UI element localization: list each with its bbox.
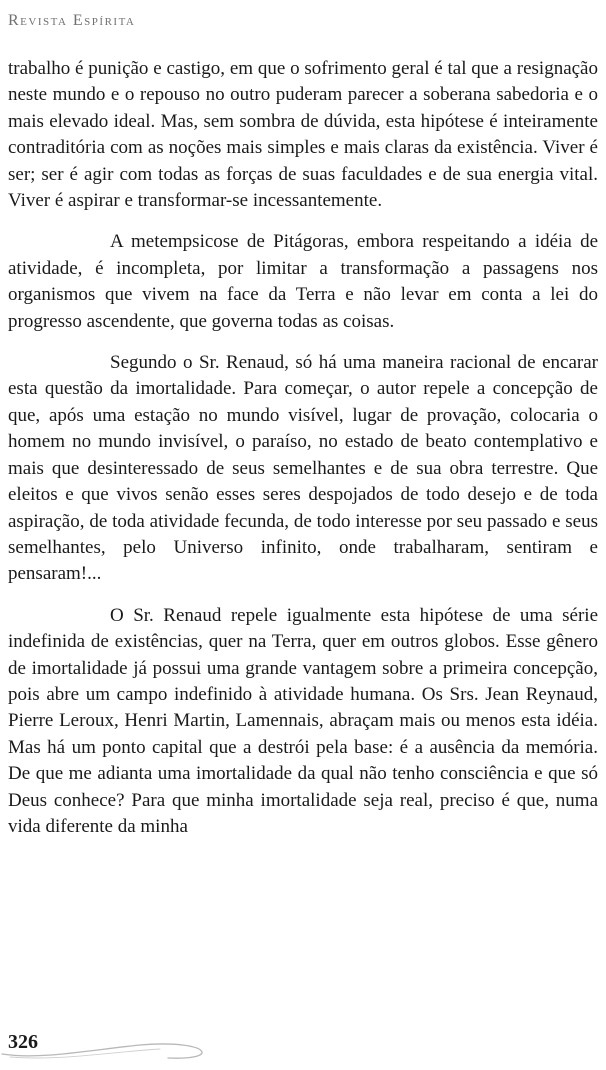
- paragraph: trabalho é punição e castigo, em que o sofrimento geral é tal que a resignação neste mundo e o repouso no outro puderam parecer a soberana sabedoria e o mais elevado ideal. Mas, sem sombra de dúvida, esta hipótese é inteiramente contraditória com as noções mais simples e mais claras da existência. Viver é ser; ser é agir com todas as forças de suas faculdades e de sua energia vital. Viver é aspirar e transformar-se incessantemente.: [8, 58, 598, 212]
- running-head-title: Revista Espírita: [8, 12, 136, 29]
- page-number: 326: [8, 1031, 38, 1053]
- paragraph: A metempsicose de Pitágoras, embora respeitando a idéia de atividade, é incompleta, por limitar a transformação a passagens nos organismos que vivem na face da Terra e não levar em conta a lei do progresso ascendente, que governa todas as coisas.: [8, 231, 598, 332]
- body-text: [8, 56, 598, 840]
- paragraph: Segundo o Sr. Renaud, só há uma maneira racional de encarar esta questão da imortalidade. Para começar, o autor repele a concepção de que, após uma estação no mundo visível, lugar de provação, colocaria o homem no mundo invisível, o paraíso, no estado de beato contemplativo e mais que desinteressado de seus semelhantes e de sua obra terrestre. Que eleitos e que vivos senão esses seres despojados de todo desejo e de toda aspiração, de toda atividade fecunda, de todo interesse por seu passado e seus semelhantes, pelo Universo infinito, onde trabalharam, sentiram e pensaram!...: [8, 352, 598, 585]
- paragraph: O Sr. Renaud repele igualmente esta hipótese de uma série indefinida de existências, quer na Terra, quer em outros globos. Esse gênero de imortalidade já possui uma grande vantagem sobre a primeira concepção, pois abre um campo indefinido à atividade humana. Os Srs. Jean Reynaud, Pierre Leroux, Henri Martin, Lamennais, abraçam mais ou menos esta idéia. Mas há um ponto capital que a destrói pela base: é a ausência da memória. De que me adianta uma imortalidade da qual não tenho consciência e que só Deus conhece? Para que minha imortalidade seja real, preciso é que, numa vida diferente da minha: [8, 604, 598, 837]
